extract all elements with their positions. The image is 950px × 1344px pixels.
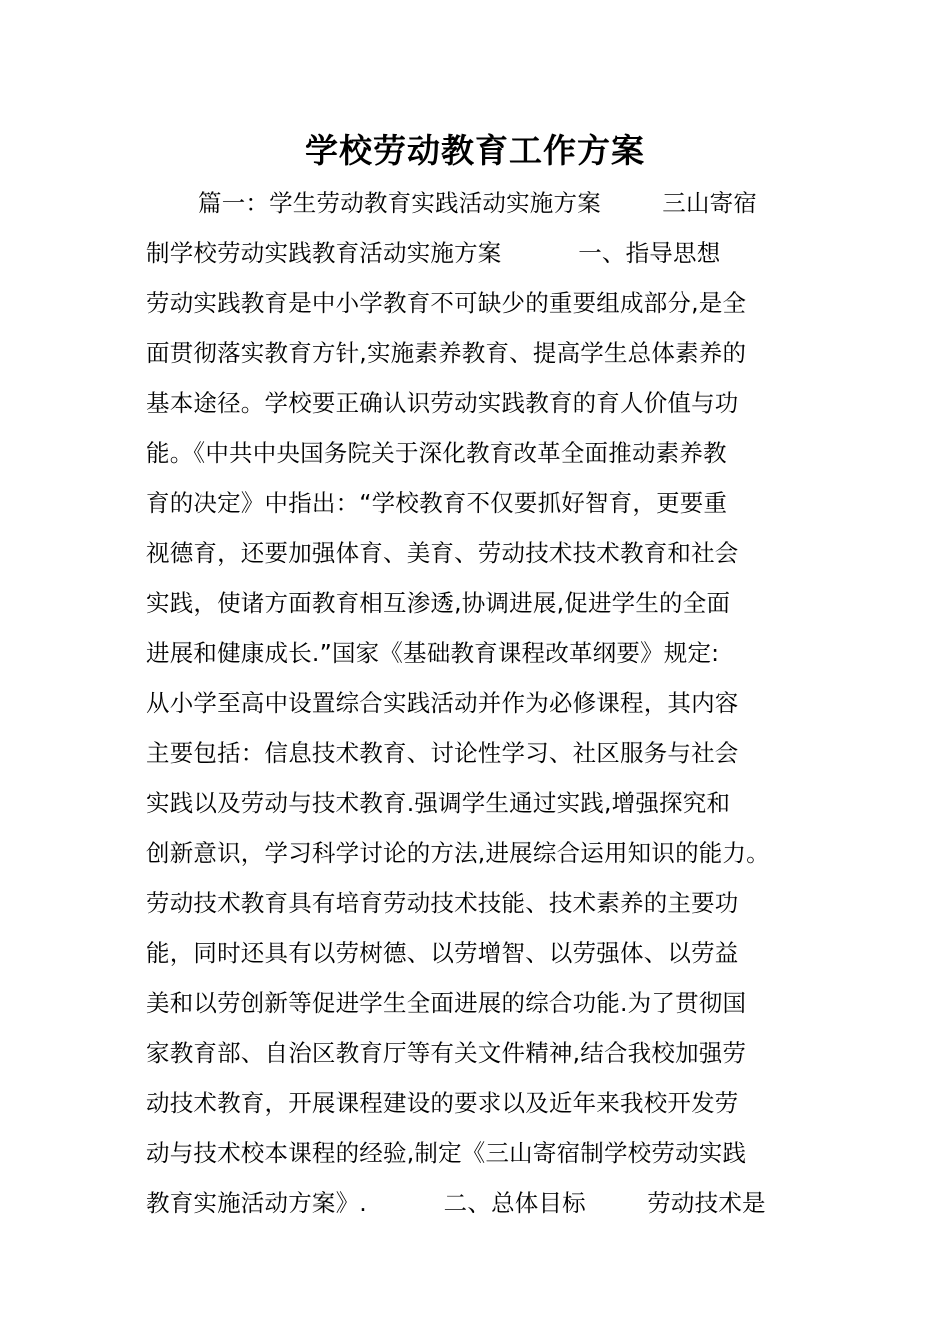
body-line: 美和以劳创新等促进学生全面进展的综合功能.为了贯彻国 [146, 989, 747, 1017]
body-line: 主要包括：信息技术教育、讨论性学习、社区服务与社会 [146, 739, 739, 767]
body-line: 动技术教育，开展课程建设的要求以及近年来我校开发劳 [146, 1089, 739, 1117]
body-line: 劳动实践教育是中小学教育不可缺少的重要组成部分,是全 [146, 289, 747, 317]
body-line: 创新意识，学习科学讨论的方法,进展综合运用知识的能力。 [146, 839, 770, 867]
body-line: 篇一：学生劳动教育实践活动实施方案 三山寄宿 [198, 189, 758, 217]
body-line: 家教育部、自治区教育厅等有关文件精神,结合我校加强劳 [146, 1039, 747, 1067]
body-line: 视德育，还要加强体育、美育、劳动技术技术教育和社会 [146, 539, 739, 567]
body-line: 教育实施活动方案》. 二、总体目标 劳动技术是 [146, 1189, 766, 1217]
body-line: 从小学至高中设置综合实践活动并作为必修课程，其内容 [146, 689, 739, 717]
body-line: 面贯彻落实教育方针,实施素养教育、提高学生总体素养的 [146, 339, 747, 367]
body-line: 能。《中共中央国务院关于深化教育改革全面推动素养教 [146, 439, 727, 467]
body-line: 进展和健康成长.”国家《基础教育课程改革纲要》规定: [146, 639, 720, 667]
body-line: 育的决定》中指出：“学校教育不仅要抓好智育，更要重 [146, 489, 728, 517]
body-line: 基本途径。学校要正确认识劳动实践教育的育人价值与功 [146, 389, 739, 417]
body-line: 制学校劳动实践教育活动实施方案 一、指导思想 [146, 239, 721, 267]
document-title: 学校劳动教育工作方案 [305, 131, 645, 170]
body-line: 能，同时还具有以劳树德、以劳增智、以劳强体、以劳益 [146, 939, 739, 967]
body-line: 动与技术校本课程的经验,制定《三山寄宿制学校劳动实践 [146, 1139, 747, 1167]
body-line: 实践以及劳动与技术教育.强调学生通过实践,增强探究和 [146, 789, 731, 817]
body-line: 劳动技术教育具有培育劳动技术技能、技术素养的主要功 [146, 889, 739, 917]
document-body [146, 178, 810, 1228]
body-line: 实践，使诸方面教育相互渗透,协调进展,促进学生的全面 [146, 589, 731, 617]
